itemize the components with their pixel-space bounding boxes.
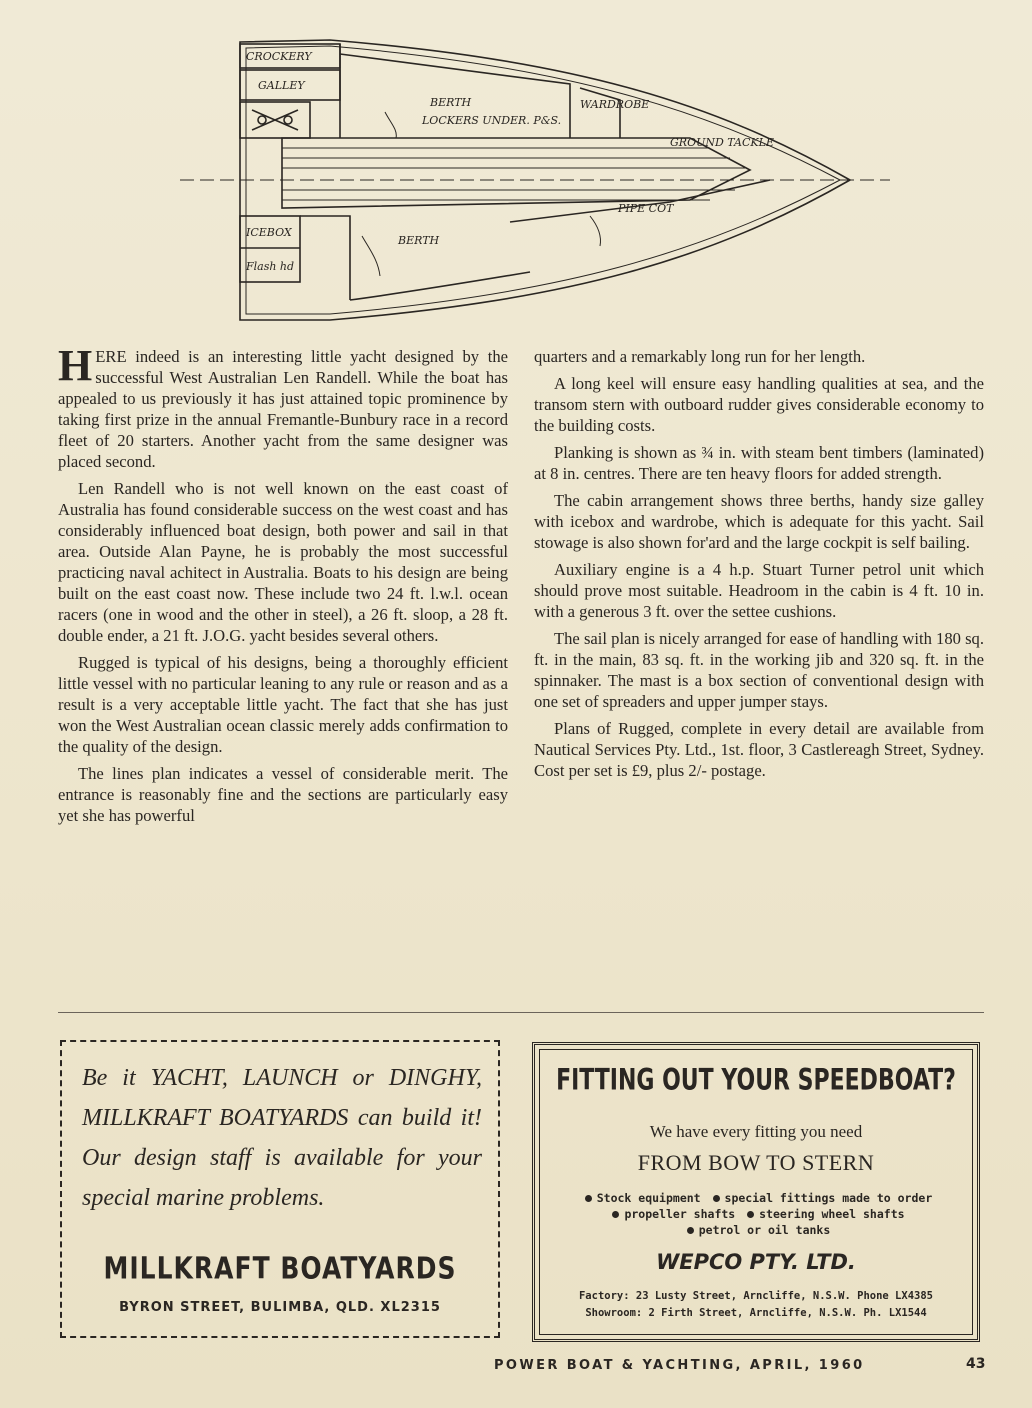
wepco-bullet: petrol or oil tanks [698,1223,831,1237]
bullet-icon [713,1195,720,1202]
footer-masthead: POWER BOAT & YACHTING, APRIL, 1960 [494,1358,865,1373]
article-paragraph: The sail plan is nicely arranged for ease of handling with 180 sq. ft. in the main, 83 sq. ft. in the working jib and 320 sq. ft. in the spinnaker. The mast is a box section of conventional design with one set of spreaders and upper jumper stays. [534,629,984,711]
article-paragraph: Len Randell who is not well known on the east coast of Australia has found considerable success on the west coast and has considerably influenced boat design, both power and sail in that area. Outside Alan Payne, he is probably the most successful practicing naval achitect in Australia. Boats to his design are being built on the east coast now. These include two 24 ft. l.w.l. ocean racers (one in wood and the other in steel), a 26 ft. sloop, a 28 ft. double ender, a 21 ft. J.O.G. yacht besides several others. [58,479,508,645]
wepco-showroom-address: Showroom: 2 Firth Street, Arncliffe, N.S.W. Ph. LX1544 [585,1307,927,1319]
plan-label-flash-hd: Flash hd [246,260,295,273]
plan-label-berth-top: BERTH [430,96,472,109]
wepco-tagline: FROM BOW TO STERN [637,1150,875,1175]
article-paragraph: A long keel will ensure easy handling qualities at sea, and the transom stern with outboard rudder gives considerable economy to the building costs. [534,374,984,435]
plan-label-lockers-under: LOCKERS UNDER. P&S. [422,114,562,127]
article-paragraph: HERE indeed is an interesting little yacht designed by the successful West Australian Len Randell. While the boat has appealed to us previously it has just attained topic prominence by taking first prize in the annual Fremantle-Bunbury race in a record fleet of 20 starters. Another yacht from the same designer was placed second. [58,341,508,471]
bullet-icon [585,1195,592,1202]
article-paragraph: Auxiliary engine is a 4 h.p. Stuart Turner petrol unit which should prove most suitable. Headroom in the cabin is 4 ft. 10 in. with a generous 3 ft. over the settee cushions. [534,560,984,621]
millkraft-advertisement [60,1040,500,1338]
millkraft-address: BYRON STREET, BULIMBA, QLD. XL2315 [119,1300,441,1315]
wepco-inner-border [539,1049,973,1335]
wepco-bullet: Stock equipment [596,1191,701,1205]
wepco-headline: FITTING OUT YOUR SPEEDBOAT? [556,1063,956,1098]
article-paragraph: quarters and a remarkably long run for her length. [534,347,866,366]
article-left-column [58,341,508,832]
article-paragraph: The lines plan indicates a vessel of considerable merit. The entrance is reasonably fine and the sections are particularly easy yet she has powerful [58,764,508,825]
article-right-column [534,346,984,787]
plan-label-pipe-cot: PIPE COT [618,202,674,215]
bullet-icon [612,1211,619,1218]
bullet-icon [687,1227,694,1234]
plan-label-icebox: ICEBOX [246,226,292,239]
section-divider [58,1012,984,1013]
article-paragraph: Plans of Rugged, complete in every detail are available from Nautical Services Pty. Ltd., 1st. floor, 3 Castlereagh Street, Sydney. Cost per set is £9, plus 2/- postage. [534,719,984,780]
millkraft-brand: MILLKRAFT BOATYARDS [103,1251,457,1286]
article-paragraph: The cabin arrangement shows three berths, handy size galley with icebox and wardrobe, which is adequate for this yacht. Sail stowage is also shown for'ard and the large cockpit is self bailing. [534,491,984,552]
millkraft-slogan: Be it YACHT, LAUNCH or DINGHY, MILLKRAFT BOATYARDS can build it! Our design staff is available for your special marine problems. [82,1065,482,1211]
wepco-company-name: WEPCO PTY. LTD. [656,1250,856,1274]
wepco-bullet: propeller shafts [624,1207,736,1221]
plan-label-galley: GALLEY [258,79,305,92]
wepco-bullet: steering wheel shafts [759,1207,905,1221]
plan-label-crockery: CROCKERY [246,50,312,63]
wepco-addresses [540,1288,972,1322]
article-paragraph: Planking is shown as ¾ in. with steam bent timbers (laminated) at 8 in. centres. There are ten heavy floors for added strength. [534,443,984,483]
wepco-factory-address: Factory: 23 Lusty Street, Arncliffe, N.S.W. Phone LX4385 [578,1290,933,1302]
wepco-lead: We have every fitting you need [649,1122,863,1141]
plan-label-berth-bottom: BERTH [398,234,440,247]
wepco-bullet-list [540,1190,972,1238]
drop-cap: H [58,341,93,390]
wepco-advertisement [532,1042,980,1342]
wepco-bullet: special fittings made to order [724,1191,933,1205]
page-number: 43 [966,1356,986,1372]
bullet-icon [747,1211,754,1218]
deck-plan-drawing [150,30,910,330]
article-paragraph: Rugged is typical of his designs, being a thoroughly efficient little vessel with no particular leaning to any rule or reason and as a result is a very acceptable little yacht. The fact that she has just won the West Australian ocean classic merely adds confirmation to the quality of the design. [58,653,508,756]
plan-label-wardrobe: WARDROBE [580,98,650,111]
plan-label-ground-tackle: GROUND TACKLE [670,136,774,149]
